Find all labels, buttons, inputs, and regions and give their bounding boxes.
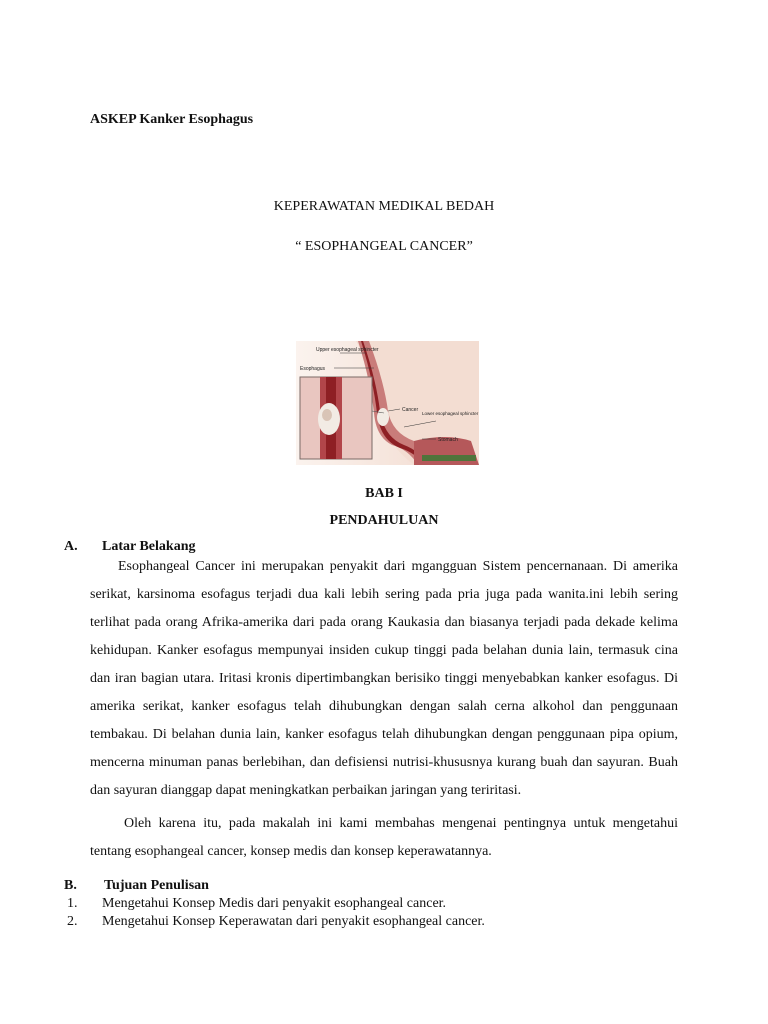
subject-heading: KEPERAWATAN MEDIKAL BEDAH xyxy=(273,199,495,214)
chapter-title: PENDAHULUAN xyxy=(329,513,439,528)
background-paragraph: Esophangeal Cancer ini merupakan penyakit dari mgangguan Sistem pencernanaan. Di amerika serikat, karsinoma esofagus terjadi dua kali lebih sering pada pria juga pada wanita.ini lebih sering terlihat pada orang Afrika-amerika dari pada orang Kaukasia dan biasanya terjadi pada dekade kelima kehidupan. Kanker esofagus mempunyai insiden cukup tinggi pada belahan dunia lain, termasuk cina dan iran bagian utara. Iritasi kronis dipertimbangkan berisiko tinggi menyebabkan kanker esofagus. Di amerika serikat, kanker esofagus telah dihubungkan dengan salah cerna alkohol dan penggunaan tembakau. Di belahan dunia lain, kanker esofagus telah dihubungkan dengan penggunaan pipa opium, mencerna minuman panas berlebihan, dan defisiensi nutrisi-khususnya kurang buah dan sayuran. Buah dan sayuran dianggap dapat meningkatkan perbaikan jaringan yang teriritasi. xyxy=(90,559,678,798)
goal-text: Mengetahui Konsep Medis dari penyakit esophangeal cancer. xyxy=(102,896,447,911)
purpose-paragraph: Oleh karena itu, pada makalah ini kami membahas mengenai pentingnya untuk mengetahui tentang esophangeal cancer, konsep medis dan konsep keperawatannya. xyxy=(90,816,678,859)
goal-text: Mengetahui Konsep Keperawatan dari penyakit esophangeal cancer. xyxy=(102,914,485,929)
goal-number: 2. xyxy=(67,914,78,929)
chapter-number: BAB I xyxy=(365,486,403,501)
section-a-title: Latar Belakang xyxy=(102,539,196,554)
esophagus-illustration xyxy=(296,341,479,465)
document-title: ASKEP Kanker Esophagus xyxy=(90,112,254,127)
section-b-title: Tujuan Penulisan xyxy=(104,878,209,893)
label-upper-sphincter: Upper esophageal sphincter xyxy=(316,347,379,353)
label-lower-sphincter: Lower esophageal sphincter xyxy=(422,411,479,416)
section-a-letter: A. xyxy=(64,539,78,554)
label-stomach: Stomach xyxy=(438,437,458,443)
subtitle-heading: “ ESOPHANGEAL CANCER” xyxy=(295,239,473,254)
label-esophagus: Esophagus xyxy=(300,366,326,372)
goal-number: 1. xyxy=(67,896,78,911)
section-b-letter: B. xyxy=(64,878,77,893)
tumor-mark xyxy=(377,408,389,426)
label-cancer: Cancer xyxy=(402,407,419,413)
publisher-logo xyxy=(422,455,476,461)
